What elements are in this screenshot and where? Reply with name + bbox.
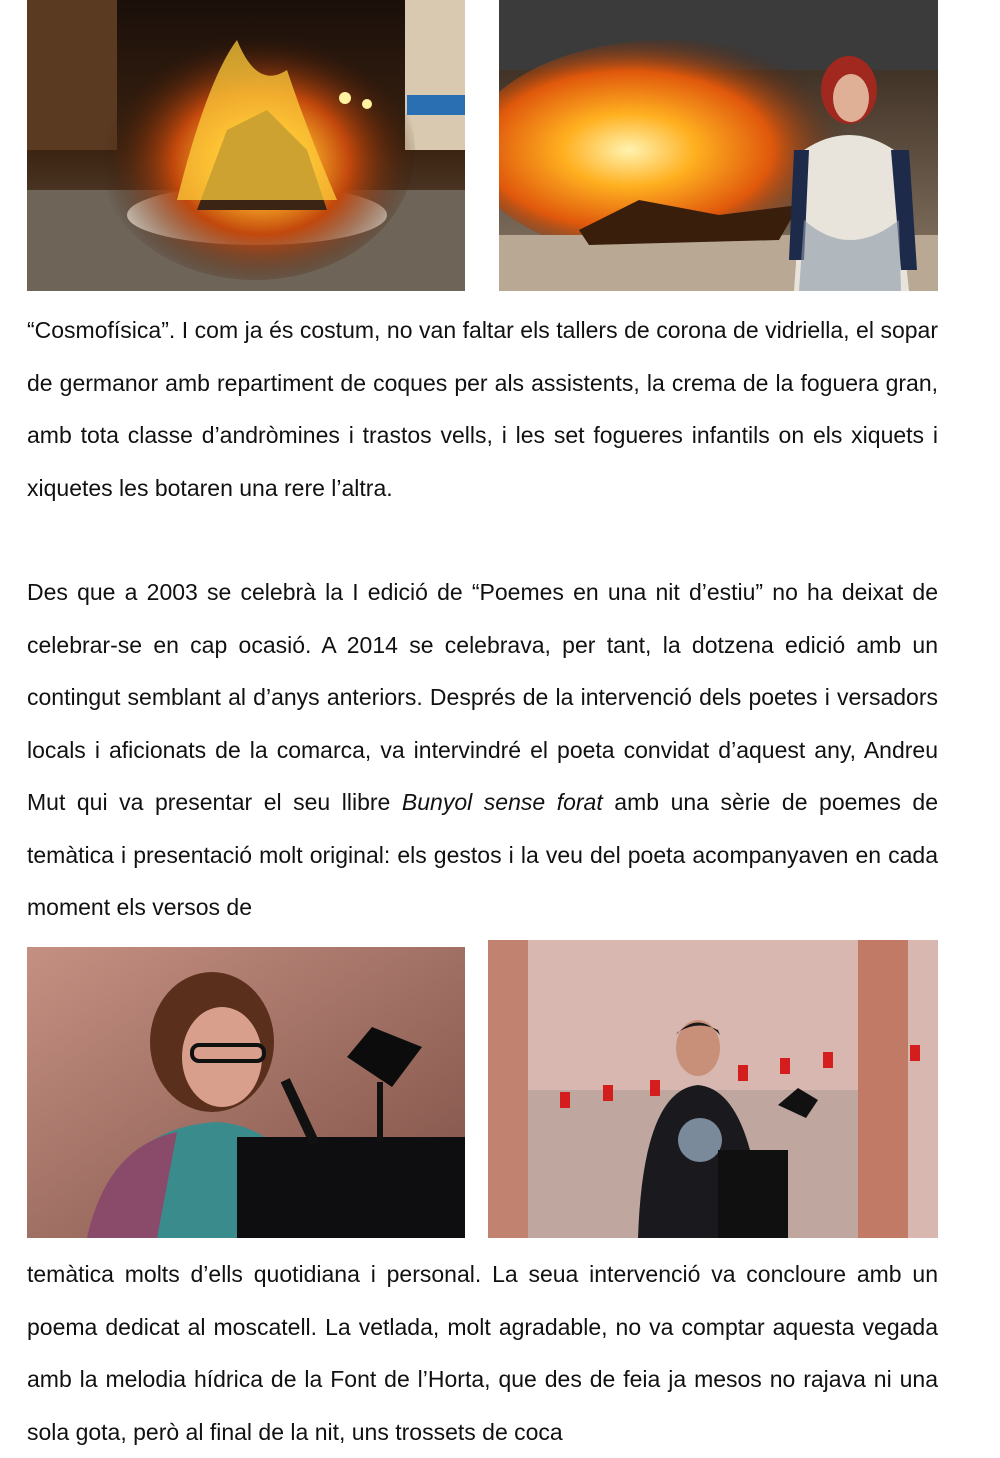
photo-reader-woman xyxy=(27,947,465,1238)
paragraph-2-text-b: amb una sèrie de poemes de temàtica i presentació molt original: els gestos i la veu del poeta acompanyaven en cada moment els versos de xyxy=(27,789,938,920)
photo-reader-man xyxy=(488,940,938,1238)
paragraph-2 xyxy=(27,566,938,934)
paragraph-1-text: “Cosmofísica”. I com ja és costum, no van faltar els tallers de corona de vidriella, el sopar de germanor amb repartiment de coques per als assistents, la crema de la foguera gran, amb tota classe d’andròmines i trastos vells, i les set fogueres infantils on els xiquets i xiquetes les botaren una rere l’altra. xyxy=(27,317,938,501)
paragraph-3-text: temàtica molts d’ells quotidiana i personal. La seua intervenció va concloure amb un poema dedicat al moscatell. La vetlada, molt agradable, no va comptar aquesta vegada amb la melodia hídrica de la Font de l’Horta, que des de feia ja mesos no rajava ni una sola gota, però al final de la nit, uns trossets de coca xyxy=(27,1261,938,1445)
photo-bonfire-woman xyxy=(499,0,938,291)
paragraph-3 xyxy=(27,1248,938,1458)
paragraph-1 xyxy=(27,304,938,514)
photo-bonfire-street xyxy=(27,0,465,291)
book-title: Bunyol sense forat xyxy=(401,789,603,815)
paragraph-2-text-a: Des que a 2003 se celebrà la I edició de “Poemes en una nit d’estiu” no ha deixat de celebrar-se en cap ocasió. A 2014 se celebrava, per tant, la dotzena edició amb un contingut semblant al d’anys anteriors. Després de la intervenció dels poetes i versadors locals i aficionats de la comarca, va intervindré el poeta convidat d’aquest any, Andreu Mut qui va presentar el seu llibre xyxy=(27,579,938,815)
